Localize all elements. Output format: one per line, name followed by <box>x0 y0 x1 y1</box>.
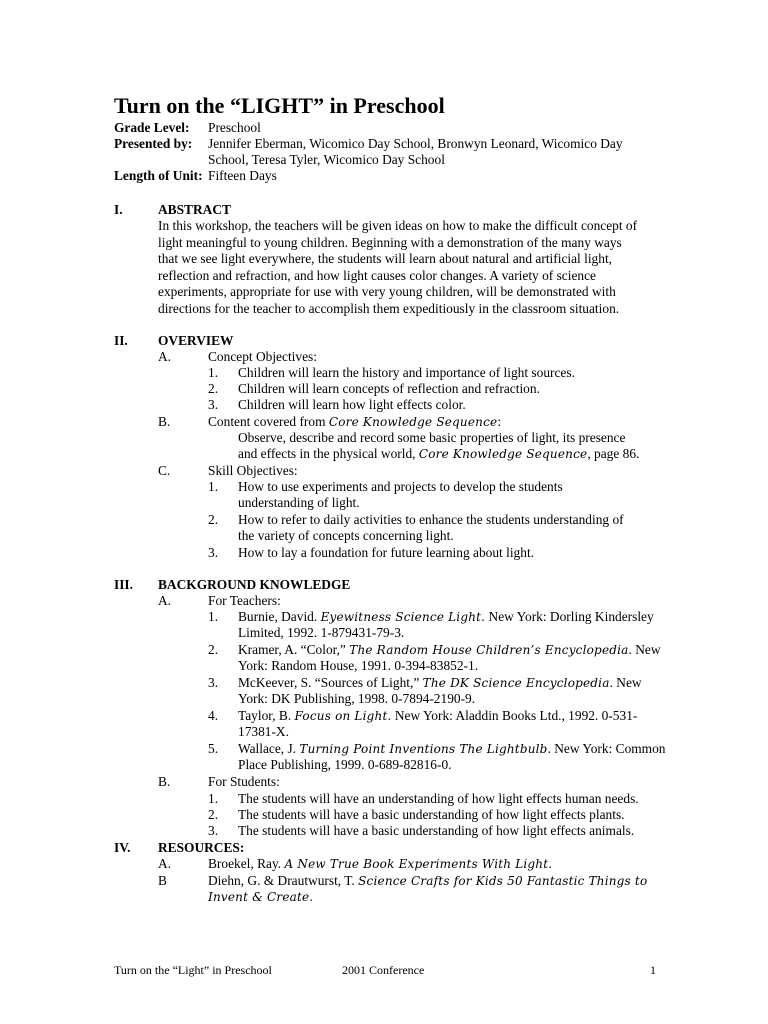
list-item: The students will have a basic understanding of how light effects plants. <box>238 807 625 822</box>
list-number: 3. <box>208 545 219 560</box>
reference-4-author: Taylor, B. <box>238 708 295 723</box>
list-item: The students will have an understanding of how light effects human needs. <box>238 791 639 806</box>
list-number: 3. <box>208 675 219 690</box>
reference-1 <box>238 609 654 626</box>
presented-by-label <box>114 136 192 153</box>
list-number: 3. <box>208 397 219 412</box>
footer-left: Turn on the “Light” in Preschool <box>114 963 272 977</box>
reference-4-publisher: New York: Aladdin Books Ltd., 1992. 0-531- <box>391 708 638 723</box>
resource-b-line-2 <box>208 889 313 906</box>
list-number: 1. <box>208 609 219 624</box>
list-item: How to lay a foundation for future learning about light. <box>238 545 535 560</box>
overview-b-line-1: Observe, describe and record some basic properties of light, its presence <box>238 430 626 445</box>
background-a-label: For Teachers: <box>208 593 281 608</box>
reference-5 <box>238 741 666 758</box>
overview-a-label: Concept Objectives: <box>208 349 317 364</box>
overview-b-line-2-text: and effects in the physical world, <box>238 446 419 461</box>
grade-level-colon: : <box>185 120 190 135</box>
presented-by-value-line-1: Jennifer Eberman, Wicomico Day School, Bronwyn Leonard, Wicomico Day <box>208 136 623 151</box>
section-1-number: I. <box>114 202 123 217</box>
overview-b-line-2 <box>238 446 639 463</box>
grade-level-label-text: Grade Level <box>114 120 186 135</box>
reference-1-publisher: New York: Dorling Kindersley <box>485 609 654 624</box>
resources-b-letter: B <box>158 873 167 888</box>
overview-b-line-2-tail: , page 86. <box>587 446 640 461</box>
background-b-letter: B. <box>158 774 171 789</box>
abstract-line: In this workshop, the teachers will be given ideas on how to make the difficult concept of <box>158 218 638 233</box>
section-4-title: RESOURCES: <box>158 840 245 855</box>
resource-a-author: Broekel, Ray. <box>208 856 285 871</box>
abstract-line: directions for the teacher to accomplish them expeditiously in the classroom situation. <box>158 300 620 316</box>
reference-3 <box>238 675 642 692</box>
list-number: 2. <box>208 381 219 396</box>
footer-page-number: 1 <box>650 963 656 977</box>
section-3-number: III. <box>114 577 133 592</box>
presented-by-value-line-2: School, Teresa Tyler, Wicomico Day School <box>208 152 445 167</box>
list-number: 4. <box>208 708 219 723</box>
overview-b-line-2-italic: Core Knowledge Sequence <box>418 447 588 461</box>
overview-c-label: Skill Objectives: <box>208 463 298 478</box>
abstract-line: experiments, appropriate for use with very young children, will be demonstrated with <box>158 284 616 299</box>
reference-2-line-2: York: Random House, 1991. 0-394-83852-1. <box>238 658 479 673</box>
reference-4-title: Focus on Light. <box>294 709 392 723</box>
resource-b-title-continued: Invent & Create. <box>208 890 314 904</box>
reference-2-title: The Random House Children’s Encyclopedia <box>349 643 629 657</box>
list-item: Children will learn how light effects color. <box>238 397 466 412</box>
abstract-line: light meaningful to young children. Beginning with a demonstration of the many ways <box>158 234 622 250</box>
overview-b-label-colon: : <box>497 414 502 429</box>
reference-5-tail: . New York: Common <box>547 741 666 756</box>
list-number: 1. <box>208 365 219 380</box>
reference-4 <box>238 708 637 725</box>
grade-level-value: Preschool <box>208 120 261 135</box>
reference-5-title: Turning Point Inventions The Lightbulb <box>299 742 548 756</box>
reference-5-author: Wallace, J. <box>238 741 300 756</box>
resource-b <box>208 873 647 890</box>
reference-2-tail: . New <box>628 642 661 657</box>
section-2-title: OVERVIEW <box>158 333 234 348</box>
background-b-label: For Students: <box>208 774 280 789</box>
list-item: How to refer to daily activities to enhance the students understanding of <box>238 512 624 527</box>
reference-2 <box>238 642 661 659</box>
overview-b-label <box>208 414 501 431</box>
reference-4-line-2: 17381-X. <box>238 724 289 739</box>
reference-1-title: Eyewitness Science Light. <box>320 610 486 624</box>
footer-center: 2001 Conference <box>342 963 425 977</box>
abstract-line: reflection and refraction, and how light causes color changes. A variety of science <box>158 267 596 283</box>
list-number: 1. <box>208 791 219 806</box>
presented-by-colon: : <box>187 136 193 151</box>
length-of-unit-label-text: Length of Unit <box>114 168 199 183</box>
section-4-number: IV. <box>114 840 131 855</box>
reference-2-author: Kramer, A. “Color,” <box>238 642 350 657</box>
list-number: 2. <box>208 512 219 527</box>
reference-3-line-2: York: DK Publishing, 1998. 0-7894-2190-9. <box>238 691 476 706</box>
reference-1-line-2: Limited, 1992. 1-879431-79-3. <box>238 625 405 640</box>
list-number: 5. <box>208 741 219 756</box>
overview-b-letter: B. <box>158 414 171 429</box>
length-of-unit-label <box>114 168 203 185</box>
presented-by-label-text: Presented by <box>114 136 188 151</box>
list-item: How to use experiments and projects to develop the students <box>238 479 563 494</box>
section-3-title: BACKGROUND KNOWLEDGE <box>158 577 351 592</box>
background-a-letter: A. <box>158 593 172 608</box>
reference-3-tail: . New <box>609 675 642 690</box>
list-number: 1. <box>208 479 219 494</box>
list-number: 2. <box>208 642 219 657</box>
overview-c-letter: C. <box>158 463 171 478</box>
abstract-line: that we see light everywhere, the students will learn about natural and artificial light, <box>158 251 613 266</box>
length-of-unit-value: Fifteen Days <box>208 168 277 183</box>
reference-3-author: McKeever, S. “Sources of Light,” <box>238 675 423 690</box>
list-number: 3. <box>208 823 219 838</box>
list-item: Children will learn concepts of reflection and refraction. <box>238 381 540 396</box>
grade-level-label <box>114 120 190 137</box>
list-item-continued: understanding of light. <box>238 495 360 510</box>
section-1-title: ABSTRACT <box>158 202 231 217</box>
length-of-unit-colon: : <box>198 168 203 183</box>
reference-1-author: Burnie, David. <box>238 609 321 624</box>
resource-b-title: Science Crafts for Kids 50 Fantastic Things to <box>358 874 648 888</box>
list-item: The students will have a basic understanding of how light effects animals. <box>238 823 635 838</box>
overview-a-letter: A. <box>158 349 172 364</box>
list-item-continued: the variety of concepts concerning light. <box>238 528 454 543</box>
reference-3-title: The DK Science Encyclopedia <box>422 676 610 690</box>
overview-b-label-italic: Core Knowledge Sequence <box>328 415 498 429</box>
reference-5-line-2: Place Publishing, 1999. 0-689-82816-0. <box>238 757 452 772</box>
resource-a-title: A New True Book Experiments With Light. <box>284 857 553 871</box>
document-title: Turn on the “LIGHT” in Preschool <box>114 93 445 118</box>
resource-a <box>208 856 552 873</box>
resource-b-author: Diehn, G. & Drautwurst, T. <box>208 873 359 888</box>
list-item: Children will learn the history and importance of light sources. <box>238 365 575 380</box>
overview-b-label-text: Content covered from <box>208 414 329 429</box>
list-number: 2. <box>208 807 219 822</box>
section-2-number: II. <box>114 333 128 348</box>
resources-a-letter: A. <box>158 856 172 871</box>
